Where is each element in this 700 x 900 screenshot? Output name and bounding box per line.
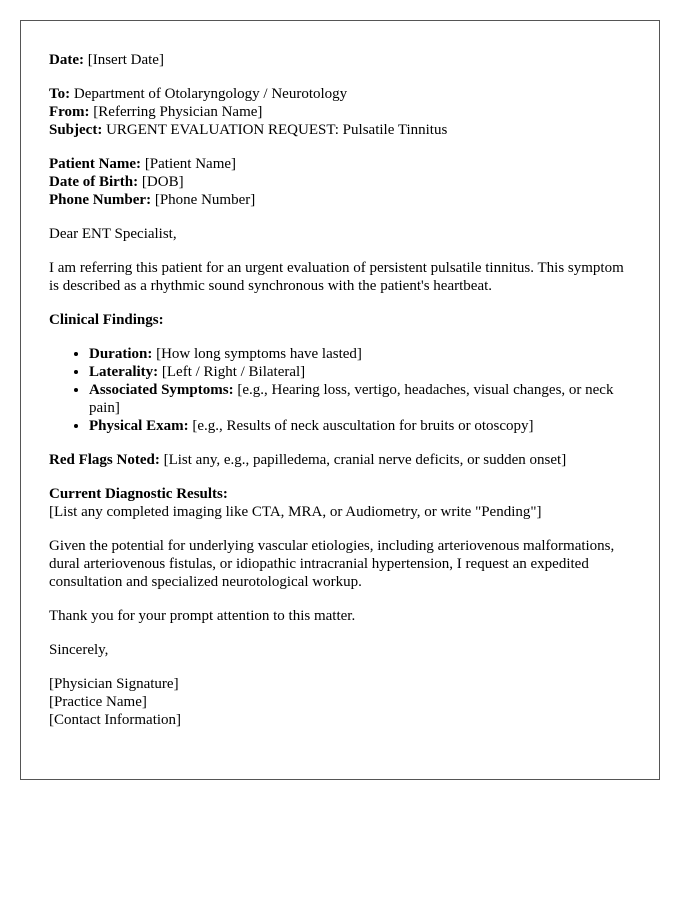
finding-value: [How long symptoms have lasted] [156,346,362,362]
date-line [49,51,631,69]
patient-name-line [49,155,631,173]
date-value: [Insert Date] [87,52,164,68]
patient-block [49,155,631,209]
date-label: Date: [49,52,84,68]
phone-line [49,191,631,209]
signature-block [49,675,631,729]
signoff: Sincerely, [49,642,109,658]
patient-name-value: [Patient Name] [144,156,237,172]
finding-label: Associated Symptoms: [89,382,234,398]
list-item [89,345,631,363]
salutation: Dear ENT Specialist, [49,226,177,242]
from-value: [Referring Physician Name] [93,104,263,120]
phone-label: Phone Number: [49,192,152,208]
signature-line: [Physician Signature] [49,676,179,692]
clinical-findings-list [49,345,631,435]
to-label: To: [49,86,71,102]
finding-label: Duration: [89,346,153,362]
contact-line: [Contact Information] [49,712,182,728]
red-flags-label: Red Flags Noted: [49,452,160,468]
subject-value: URGENT EVALUATION REQUEST: Pulsatile Tinnitus [106,122,448,138]
thanks-paragraph: Thank you for your prompt attention to this matter. [49,608,356,624]
subject-label: Subject: [49,122,103,138]
finding-value: [e.g., Results of neck auscultation for bruits or otoscopy] [192,418,534,434]
dob-value: [DOB] [141,174,184,190]
diagnostics-block [49,485,631,521]
diagnostics-heading: Current Diagnostic Results: [49,486,228,502]
request-paragraph: Given the potential for underlying vascular etiologies, including arteriovenous malformations, dural arteriovenous fistulas, or idiopathic intracranial hypertension, I request an expedited consultation and specialized neurotological workup. [49,538,615,590]
dob-line [49,173,631,191]
from-label: From: [49,104,90,120]
clinical-findings-heading-text: Clinical Findings: [49,312,164,328]
list-item [89,417,631,435]
practice-line: [Practice Name] [49,694,147,710]
phone-value: [Phone Number] [154,192,256,208]
finding-label: Laterality: [89,364,159,380]
to-value: Department of Otolaryngology / Neurotology [73,86,348,102]
finding-label: Physical Exam: [89,418,189,434]
red-flags-value: [List any, e.g., papilledema, cranial nerve deficits, or sudden onset] [163,452,567,468]
diagnostics-value: [List any completed imaging like CTA, MRA, or Audiometry, or write "Pending"] [49,504,542,520]
to-line [49,85,631,103]
patient-name-label: Patient Name: [49,156,142,172]
finding-value: [e.g., Hearing loss, vertigo, headaches, visual changes, or neck pain] [89,382,614,416]
list-item [89,381,631,417]
referral-letter [20,20,660,780]
clinical-findings-heading [49,311,631,329]
intro-paragraph: I am referring this patient for an urgent evaluation of persistent pulsatile tinnitus. This symptom is described as a rhythmic sound synchronous with the patient's heartbeat. [49,260,624,294]
red-flags-line [49,451,631,469]
routing-block [49,85,631,139]
from-line [49,103,631,121]
dob-label: Date of Birth: [49,174,139,190]
subject-line [49,121,631,139]
list-item [89,363,631,381]
finding-value: [Left / Right / Bilateral] [161,364,306,380]
